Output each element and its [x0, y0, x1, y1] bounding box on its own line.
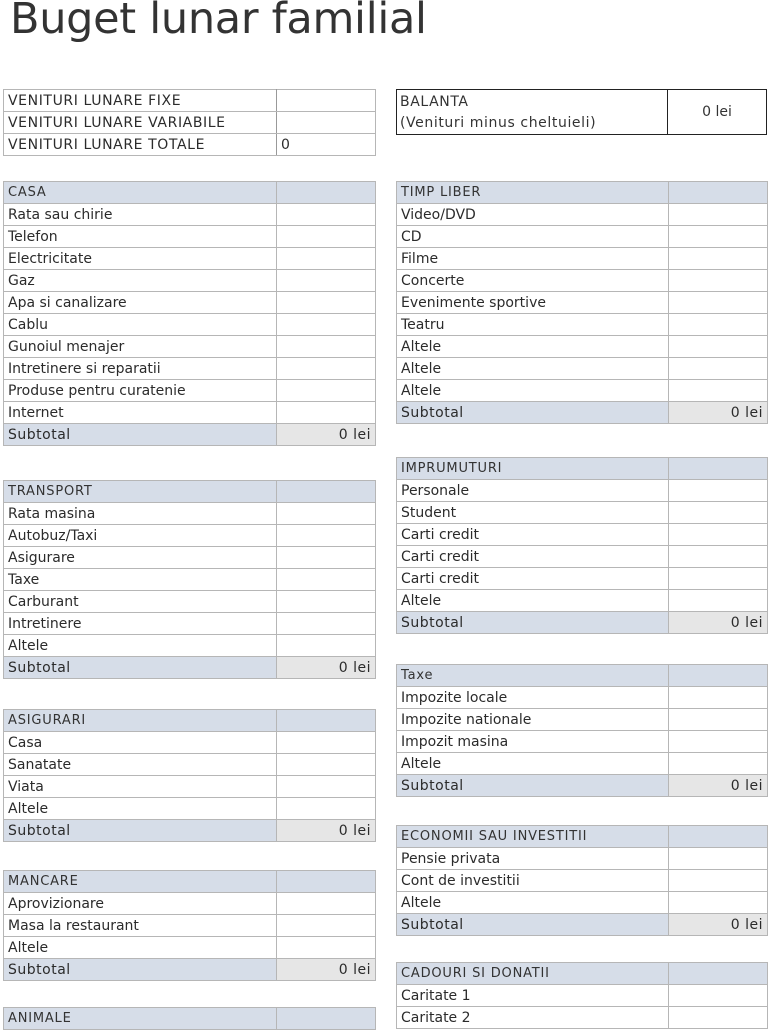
balance-label-title: BALANTA [400, 94, 469, 110]
expense-label: Caritate 2 [397, 1007, 669, 1029]
balance-label [397, 90, 668, 134]
table-row [4, 336, 376, 358]
expense-amount-cell[interactable] [669, 892, 768, 914]
expense-amount-cell[interactable] [669, 480, 768, 502]
subtotal-row [397, 775, 768, 797]
expense-label: Impozite locale [397, 687, 669, 709]
table-row [4, 613, 376, 635]
expense-amount-cell[interactable] [669, 687, 768, 709]
table-row [4, 226, 376, 248]
section-transport [3, 480, 376, 679]
expense-label: Asigurare [4, 547, 277, 569]
expense-amount-cell[interactable] [277, 613, 376, 635]
expense-amount-cell[interactable] [277, 569, 376, 591]
income-label-variable: VENITURI LUNARE VARIABILE [4, 112, 277, 134]
table-row [4, 204, 376, 226]
expense-label: Intretinere si reparatii [4, 358, 277, 380]
table-row [397, 204, 768, 226]
income-row-fixed [4, 90, 376, 112]
expense-label: Carburant [4, 591, 277, 613]
subtotal-row [4, 959, 376, 981]
expense-label: Apa si canalizare [4, 292, 277, 314]
expense-amount-cell[interactable] [277, 732, 376, 754]
table-row [4, 893, 376, 915]
income-row-total [4, 134, 376, 156]
page-title: Buget lunar familial [10, 0, 427, 44]
section-header-value [277, 481, 376, 503]
income-value-fixed[interactable] [277, 90, 376, 112]
expense-amount-cell[interactable] [669, 292, 768, 314]
table-row [4, 754, 376, 776]
subtotal-value: 0 lei [669, 612, 768, 634]
expense-amount-cell[interactable] [669, 568, 768, 590]
expense-label: Viata [4, 776, 277, 798]
expense-label: Altele [397, 336, 669, 358]
table-row [4, 292, 376, 314]
subtotal-label: Subtotal [397, 612, 669, 634]
section-header-label: TRANSPORT [4, 481, 277, 503]
expense-label: Rata sau chirie [4, 204, 277, 226]
table-row [397, 731, 768, 753]
subtotal-value: 0 lei [277, 424, 376, 446]
table-row [4, 569, 376, 591]
table-row [397, 709, 768, 731]
table-row [397, 1007, 768, 1029]
table-row [397, 314, 768, 336]
expense-amount-cell[interactable] [669, 731, 768, 753]
table-row [397, 590, 768, 612]
balance-value[interactable]: 0 lei [702, 104, 732, 120]
expense-amount-cell[interactable] [669, 870, 768, 892]
section-header [4, 871, 376, 893]
table-row [397, 502, 768, 524]
expense-amount-cell[interactable] [669, 270, 768, 292]
section-header [397, 182, 768, 204]
section-header-label: ANIMALE [4, 1008, 277, 1030]
expense-amount-cell[interactable] [277, 270, 376, 292]
expense-label: Video/DVD [397, 204, 669, 226]
balance-label-subtitle: (Venituri minus cheltuieli) [400, 115, 597, 131]
expense-label: Altele [4, 798, 277, 820]
balance-box [396, 89, 767, 135]
table-row [4, 635, 376, 657]
table-row [397, 292, 768, 314]
subtotal-label: Subtotal [4, 657, 277, 679]
expense-amount-cell[interactable] [277, 754, 376, 776]
section-animale [3, 1007, 376, 1030]
expense-label: Altele [397, 590, 669, 612]
expense-label: Produse pentru curatenie [4, 380, 277, 402]
expense-label: Gaz [4, 270, 277, 292]
section-cadouri-si-donatii [396, 962, 768, 1029]
table-row [4, 798, 376, 820]
section-header-label: ECONOMII SAU INVESTITII [397, 826, 669, 848]
subtotal-row [4, 820, 376, 842]
expense-amount-cell[interactable] [669, 985, 768, 1007]
expense-label: Pensie privata [397, 848, 669, 870]
expense-label: Impozit masina [397, 731, 669, 753]
section-header-value [669, 182, 768, 204]
section-header [4, 710, 376, 732]
subtotal-label: Subtotal [397, 402, 669, 424]
subtotal-label: Subtotal [4, 959, 277, 981]
section-header-label: IMPRUMUTURI [397, 458, 669, 480]
expense-label: Sanatate [4, 754, 277, 776]
section-header-value [277, 182, 376, 204]
expense-amount-cell[interactable] [277, 226, 376, 248]
table-row [4, 547, 376, 569]
table-row [4, 776, 376, 798]
table-row [4, 915, 376, 937]
expense-amount-cell[interactable] [669, 848, 768, 870]
expense-label: Aprovizionare [4, 893, 277, 915]
expense-amount-cell[interactable] [669, 204, 768, 226]
table-row [397, 226, 768, 248]
expense-amount-cell[interactable] [277, 336, 376, 358]
expense-label: Student [397, 502, 669, 524]
table-row [397, 524, 768, 546]
expense-amount-cell[interactable] [277, 503, 376, 525]
income-label-fixed: VENITURI LUNARE FIXE [4, 90, 277, 112]
expense-label: Filme [397, 248, 669, 270]
table-row [397, 985, 768, 1007]
subtotal-label: Subtotal [397, 775, 669, 797]
table-row [397, 753, 768, 775]
table-row [4, 525, 376, 547]
subtotal-value: 0 lei [669, 914, 768, 936]
table-row [397, 892, 768, 914]
subtotal-label: Subtotal [4, 424, 277, 446]
subtotal-row [397, 914, 768, 936]
subtotal-row [397, 612, 768, 634]
expense-amount-cell[interactable] [669, 709, 768, 731]
section-header [397, 963, 768, 985]
expense-label: Personale [397, 480, 669, 502]
table-row [4, 937, 376, 959]
expense-amount-cell[interactable] [277, 591, 376, 613]
expense-amount-cell[interactable] [277, 402, 376, 424]
table-row [4, 314, 376, 336]
expense-amount-cell[interactable] [669, 590, 768, 612]
section-header-value [277, 1008, 376, 1030]
subtotal-value: 0 lei [277, 820, 376, 842]
expense-label: Evenimente sportive [397, 292, 669, 314]
section-taxe [396, 664, 768, 797]
income-row-variable [4, 112, 376, 134]
section-imprumuturi [396, 457, 768, 634]
expense-amount-cell[interactable] [669, 248, 768, 270]
section-header [4, 182, 376, 204]
table-row [397, 248, 768, 270]
section-header-label: Taxe [397, 665, 669, 687]
expense-label: Altele [4, 937, 277, 959]
expense-label: Internet [4, 402, 277, 424]
expense-amount-cell[interactable] [669, 1007, 768, 1029]
expense-label: CD [397, 226, 669, 248]
expense-label: Teatru [397, 314, 669, 336]
expense-amount-cell[interactable] [669, 358, 768, 380]
table-row [397, 358, 768, 380]
table-row [397, 546, 768, 568]
section-casa [3, 181, 376, 446]
expense-amount-cell[interactable] [669, 502, 768, 524]
section-header [397, 665, 768, 687]
table-row [4, 591, 376, 613]
section-header [4, 481, 376, 503]
section-header-label: MANCARE [4, 871, 277, 893]
expense-label: Taxe [4, 569, 277, 591]
subtotal-row [4, 424, 376, 446]
expense-label: Rata masina [4, 503, 277, 525]
subtotal-value: 0 lei [277, 657, 376, 679]
expense-label: Autobuz/Taxi [4, 525, 277, 547]
expense-amount-cell[interactable] [277, 635, 376, 657]
expense-amount-cell[interactable] [277, 893, 376, 915]
expense-amount-cell[interactable] [277, 547, 376, 569]
income-value-variable[interactable] [277, 112, 376, 134]
table-row [4, 380, 376, 402]
expense-label: Masa la restaurant [4, 915, 277, 937]
table-row [4, 270, 376, 292]
subtotal-row [397, 402, 768, 424]
expense-amount-cell[interactable] [669, 546, 768, 568]
table-row [397, 568, 768, 590]
table-row [4, 402, 376, 424]
section-header-label: CADOURI SI DONATII [397, 963, 669, 985]
subtotal-row [4, 657, 376, 679]
expense-amount-cell[interactable] [277, 525, 376, 547]
expense-amount-cell[interactable] [669, 226, 768, 248]
table-row [4, 358, 376, 380]
section-header [397, 458, 768, 480]
subtotal-value: 0 lei [669, 775, 768, 797]
expense-label: Cablu [4, 314, 277, 336]
expense-amount-cell[interactable] [669, 524, 768, 546]
section-header-value [277, 871, 376, 893]
expense-label: Altele [397, 380, 669, 402]
section-header-label: TIMP LIBER [397, 182, 669, 204]
subtotal-value: 0 lei [277, 959, 376, 981]
expense-amount-cell[interactable] [277, 776, 376, 798]
expense-amount-cell[interactable] [277, 937, 376, 959]
section-economii-sau-investitii [396, 825, 768, 936]
expense-amount-cell[interactable] [277, 204, 376, 226]
expense-label: Electricitate [4, 248, 277, 270]
expense-amount-cell[interactable] [277, 292, 376, 314]
table-row [397, 687, 768, 709]
section-header-value [669, 665, 768, 687]
expense-label: Gunoiul menajer [4, 336, 277, 358]
expense-amount-cell[interactable] [277, 798, 376, 820]
table-row [397, 270, 768, 292]
expense-label: Cont de investitii [397, 870, 669, 892]
table-row [397, 380, 768, 402]
expense-label: Carti credit [397, 546, 669, 568]
section-header-value [669, 963, 768, 985]
subtotal-label: Subtotal [4, 820, 277, 842]
income-value-total[interactable]: 0 [277, 134, 376, 156]
expense-amount-cell[interactable] [669, 753, 768, 775]
table-row [4, 503, 376, 525]
expense-label: Altele [4, 635, 277, 657]
expense-label: Impozite nationale [397, 709, 669, 731]
expense-amount-cell[interactable] [669, 380, 768, 402]
section-timp-liber [396, 181, 768, 424]
section-mancare [3, 870, 376, 981]
subtotal-label: Subtotal [397, 914, 669, 936]
expense-label: Altele [397, 892, 669, 914]
section-header [397, 826, 768, 848]
table-row [4, 248, 376, 270]
expense-label: Intretinere [4, 613, 277, 635]
expense-label: Altele [397, 753, 669, 775]
income-label-total: VENITURI LUNARE TOTALE [4, 134, 277, 156]
section-header-value [277, 710, 376, 732]
expense-label: Caritate 1 [397, 985, 669, 1007]
income-table [3, 89, 376, 156]
section-header [4, 1008, 376, 1030]
section-header-value [669, 458, 768, 480]
expense-label: Carti credit [397, 568, 669, 590]
table-row [397, 480, 768, 502]
expense-label: Altele [397, 358, 669, 380]
table-row [397, 870, 768, 892]
expense-label: Carti credit [397, 524, 669, 546]
expense-amount-cell[interactable] [277, 915, 376, 937]
expense-label: Casa [4, 732, 277, 754]
expense-amount-cell[interactable] [669, 336, 768, 358]
expense-label: Telefon [4, 226, 277, 248]
table-row [397, 848, 768, 870]
expense-amount-cell[interactable] [277, 380, 376, 402]
table-row [397, 336, 768, 358]
expense-amount-cell[interactable] [277, 358, 376, 380]
expense-amount-cell[interactable] [277, 248, 376, 270]
expense-amount-cell[interactable] [669, 314, 768, 336]
table-row [4, 732, 376, 754]
expense-label: Concerte [397, 270, 669, 292]
section-header-value [669, 826, 768, 848]
section-asigurari [3, 709, 376, 842]
expense-amount-cell[interactable] [277, 314, 376, 336]
section-header-label: ASIGURARI [4, 710, 277, 732]
subtotal-value: 0 lei [669, 402, 768, 424]
section-header-label: CASA [4, 182, 277, 204]
